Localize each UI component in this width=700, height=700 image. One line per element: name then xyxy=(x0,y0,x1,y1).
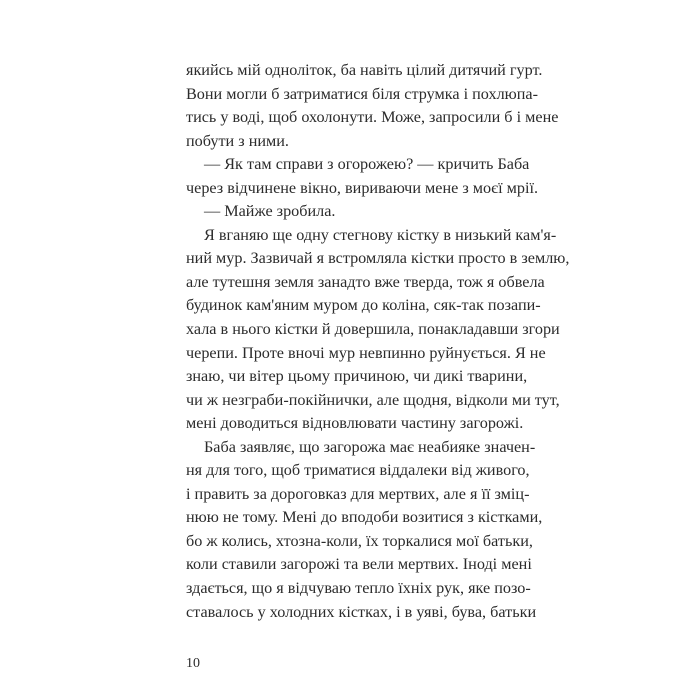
text-line: через відчинене вікно, вириваючи мене з моєї мрії. xyxy=(186,178,538,197)
text-line: коли ставили загорожі та вели мертвих. Іноді мені xyxy=(186,555,532,574)
text-line: мені доводиться відновлювати частину загорожі. xyxy=(186,414,524,433)
text-line: чи ж незграби-покійнички, але щодня, відколи ми тут, xyxy=(186,390,560,409)
text-line: Вони могли б затриматися біля струмка і похлюпа- xyxy=(186,84,539,103)
body-text xyxy=(186,59,570,624)
text-line: черепи. Проте вночі мур невпинно руйнується. Я не xyxy=(186,343,546,362)
text-line: якийсь мій одноліток, ба навіть цілий дитячий гурт. xyxy=(186,61,543,79)
text-line: хала в нього кістки й довершила, понакладавши згори xyxy=(186,320,560,339)
text-line: ня для того, щоб триматися віддалеки від живого, xyxy=(186,461,530,480)
text-line: тись у воді, щоб охолонути. Може, запросили б і мене xyxy=(186,108,559,127)
text-line: ставалось у холодних кістках, і в уяві, бува, батьки xyxy=(186,602,537,621)
text-line: знаю, чи вітер цьому причиною, чи дикі тварини, xyxy=(186,367,528,386)
text-line: Баба заявляє, що загорожа має неабияке значен- xyxy=(204,437,536,456)
text-line: здається, що я відчуваю тепло їхніх рук, яке позо- xyxy=(186,579,531,598)
text-line: нюю не тому. Мені до вподоби возитися з кістками, xyxy=(186,508,543,527)
page-number: 10 xyxy=(186,656,200,671)
text-line: ний мур. Зазвичай я встромляла кістки просто в землю, xyxy=(186,249,570,268)
text-line: і править за дороговказ для мертвих, але я її зміц- xyxy=(186,484,530,503)
text-line: Я вганяю ще одну стегнову кістку в низький кам'я- xyxy=(204,225,557,244)
text-line: але тутешня земля занадто вже тверда, тож я обвела xyxy=(186,272,545,291)
text-line: бо ж колись, хтозна-коли, їх торкалися мої батьки, xyxy=(186,531,533,550)
text-line: будинок кам'яним муром до коліна, сяк-так позапи- xyxy=(186,296,541,315)
text-line: — Як там справи з огорожею? — кричить Баба xyxy=(204,155,530,174)
text-line: — Майже зробила. xyxy=(204,202,336,221)
text-line: побути з ними. xyxy=(186,131,289,150)
